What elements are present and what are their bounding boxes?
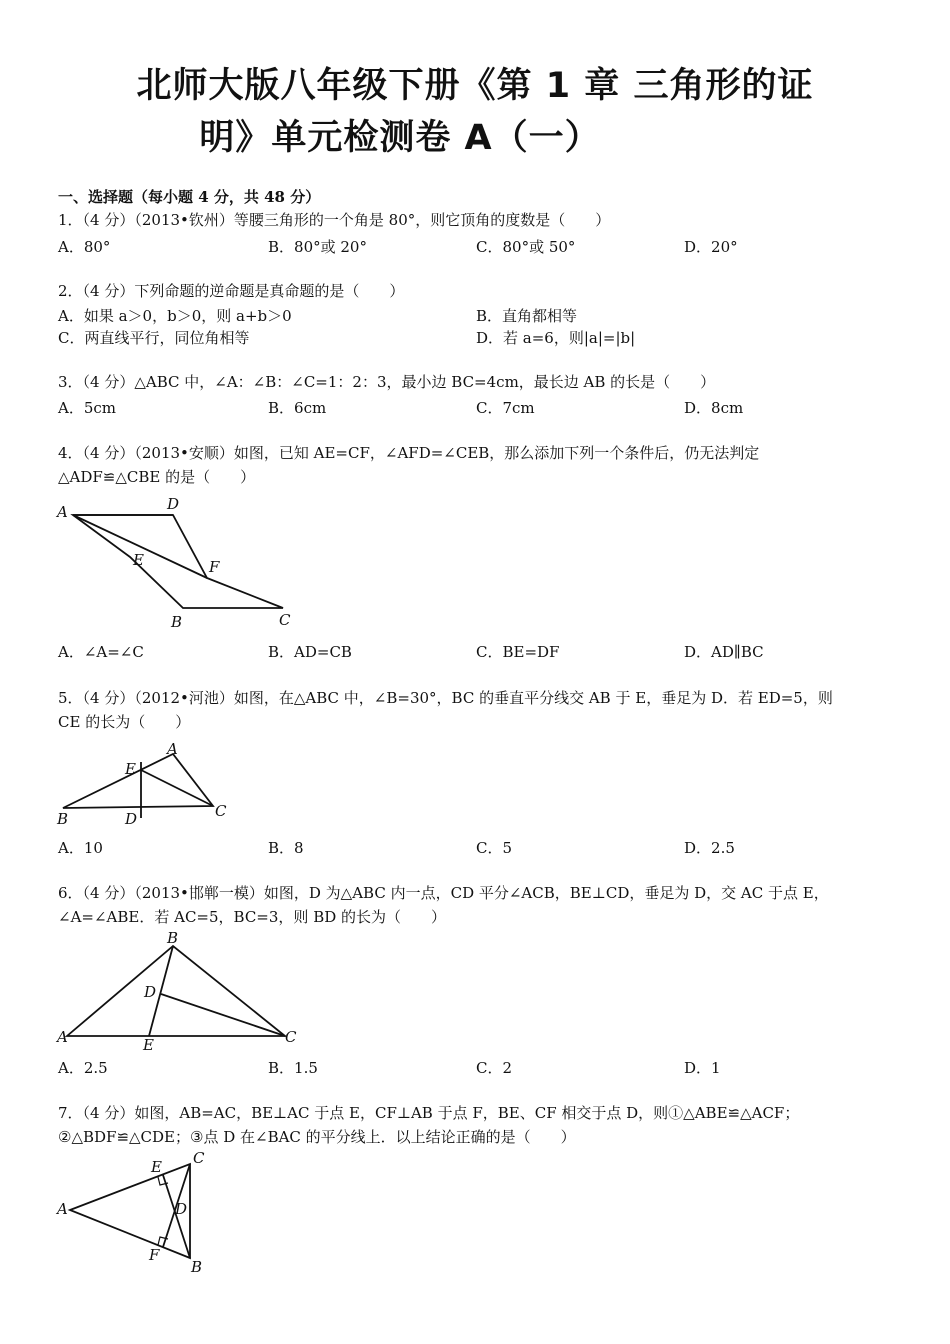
q6-option-c[interactable]: C．2 bbox=[476, 1059, 513, 1077]
page-title-line1: 北师大版八年级下册《第 1 章 三角形的证 bbox=[136, 66, 814, 106]
q4-figure bbox=[55, 495, 305, 635]
q7-label-c: C bbox=[193, 1149, 205, 1167]
question-7-stem: 7．（4 分）如图，AB=AC，BE⊥AC 于点 E，CF⊥AB 于点 F，BE、CF 相交于点 D，则①△ABE≌△ACF； bbox=[58, 1104, 800, 1122]
question-1-stem: 1．（4 分）（2013•钦州）等腰三角形的一个角是 80°，则它顶角的度数是（ ） bbox=[58, 211, 611, 229]
q7-label-b: B bbox=[191, 1258, 203, 1276]
question-4-stem-cont: △ADF≌△CBE 的是（ ） bbox=[58, 468, 256, 486]
q7-figure bbox=[55, 1148, 225, 1278]
q5-segment-c-e bbox=[141, 770, 213, 806]
q7-triangle-abc bbox=[70, 1164, 190, 1258]
q4-label-b: B bbox=[171, 613, 183, 631]
q5-figure bbox=[55, 740, 245, 830]
q7-label-d: D bbox=[175, 1200, 188, 1218]
q2-option-c[interactable]: C．两直线平行，同位角相等 bbox=[58, 329, 250, 347]
q4-label-f: F bbox=[209, 558, 220, 576]
q4-option-a[interactable]: A．∠A=∠C bbox=[58, 643, 144, 661]
q7-label-a: A bbox=[57, 1200, 68, 1218]
q6-label-e: E bbox=[143, 1036, 154, 1054]
q4-label-c: C bbox=[279, 611, 291, 629]
q5-option-d[interactable]: D．2.5 bbox=[684, 839, 735, 857]
section-heading: 一、选择题（每小题 4 分，共 48 分） bbox=[58, 188, 321, 206]
q5-triangle-abc bbox=[63, 754, 213, 808]
q6-option-b[interactable]: B．1.5 bbox=[268, 1059, 318, 1077]
q7-right-angle-f bbox=[158, 1237, 168, 1245]
q7-label-e: E bbox=[151, 1158, 162, 1176]
q6-segment-c-d bbox=[161, 994, 285, 1036]
question-3-stem: 3．（4 分）△ABC 中，∠A：∠B：∠C=1：2：3，最小边 BC=4cm，最长边 AB 的长是（ ） bbox=[58, 373, 716, 391]
q2-option-a[interactable]: A．如果 a＞0，b＞0，则 a+b＞0 bbox=[58, 307, 292, 325]
q7-label-f: F bbox=[149, 1246, 160, 1264]
q6-label-b: B bbox=[167, 929, 179, 947]
q3-option-c[interactable]: C．7cm bbox=[476, 399, 535, 417]
question-5-stem: 5．（4 分）（2012•河池）如图，在△ABC 中，∠B=30°，BC 的垂直平分线交 AB 于 E，垂足为 D．若 ED=5，则 bbox=[58, 689, 833, 707]
question-5-stem-cont: CE 的长为（ ） bbox=[58, 713, 191, 731]
q5-option-c[interactable]: C．5 bbox=[476, 839, 513, 857]
q6-label-d: D bbox=[144, 983, 157, 1001]
q6-triangle-abc bbox=[67, 946, 285, 1036]
question-6-stem: 6．（4 分）（2013•邯郸一模）如图，D 为△ABC 内一点，CD 平分∠ACB，BE⊥CD，垂足为 D，交 AC 于点 E， bbox=[58, 884, 829, 902]
q1-option-a[interactable]: A．80° bbox=[58, 238, 111, 256]
q4-label-e: E bbox=[133, 551, 144, 569]
q5-label-b: B bbox=[57, 810, 69, 828]
page-title-line2: 明》单元检测卷 A（一） bbox=[199, 118, 601, 158]
q3-option-a[interactable]: A．5cm bbox=[58, 399, 117, 417]
question-6-stem-cont: ∠A=∠ABE．若 AC=5，BC=3，则 BD 的长为（ ） bbox=[58, 908, 447, 926]
q1-option-c[interactable]: C．80°或 50° bbox=[476, 238, 576, 256]
q1-option-b[interactable]: B．80°或 20° bbox=[268, 238, 367, 256]
question-4-stem: 4．（4 分）（2013•安顺）如图，已知 AE=CF，∠AFD=∠CEB，那么添加下列一个条件后，仍无法判定 bbox=[58, 444, 760, 462]
q6-option-d[interactable]: D．1 bbox=[684, 1059, 721, 1077]
q6-label-a: A bbox=[57, 1028, 68, 1046]
question-2-stem: 2．（4 分）下列命题的逆命题是真命题的是（ ） bbox=[58, 282, 405, 300]
q5-label-e: E bbox=[125, 760, 136, 778]
q1-option-d[interactable]: D．20° bbox=[684, 238, 738, 256]
q3-option-b[interactable]: B．6cm bbox=[268, 399, 327, 417]
q4-label-d: D bbox=[167, 495, 180, 513]
q4-label-a: A bbox=[57, 503, 68, 521]
q5-label-d: D bbox=[125, 810, 138, 828]
q5-option-b[interactable]: B．8 bbox=[268, 839, 304, 857]
q7-right-angle-e bbox=[158, 1177, 168, 1185]
q5-option-a[interactable]: A．10 bbox=[58, 839, 103, 857]
q2-option-d[interactable]: D．若 a=6，则|a|=|b| bbox=[476, 329, 636, 347]
q4-option-b[interactable]: B．AD=CB bbox=[268, 643, 352, 661]
q4-option-d[interactable]: D．AD∥BC bbox=[684, 643, 764, 661]
q5-label-c: C bbox=[215, 802, 227, 820]
q6-figure bbox=[55, 930, 305, 1055]
q6-label-c: C bbox=[285, 1028, 297, 1046]
q2-option-b[interactable]: B．直角都相等 bbox=[476, 307, 578, 325]
question-7-stem-cont: ②△BDF≌△CDE；③点 D 在∠BAC 的平分线上．以上结论正确的是（ ） bbox=[58, 1128, 576, 1146]
q6-option-a[interactable]: A．2.5 bbox=[58, 1059, 108, 1077]
q4-option-c[interactable]: C．BE=DF bbox=[476, 643, 560, 661]
q3-option-d[interactable]: D．8cm bbox=[684, 399, 744, 417]
q5-label-a: A bbox=[167, 740, 178, 758]
